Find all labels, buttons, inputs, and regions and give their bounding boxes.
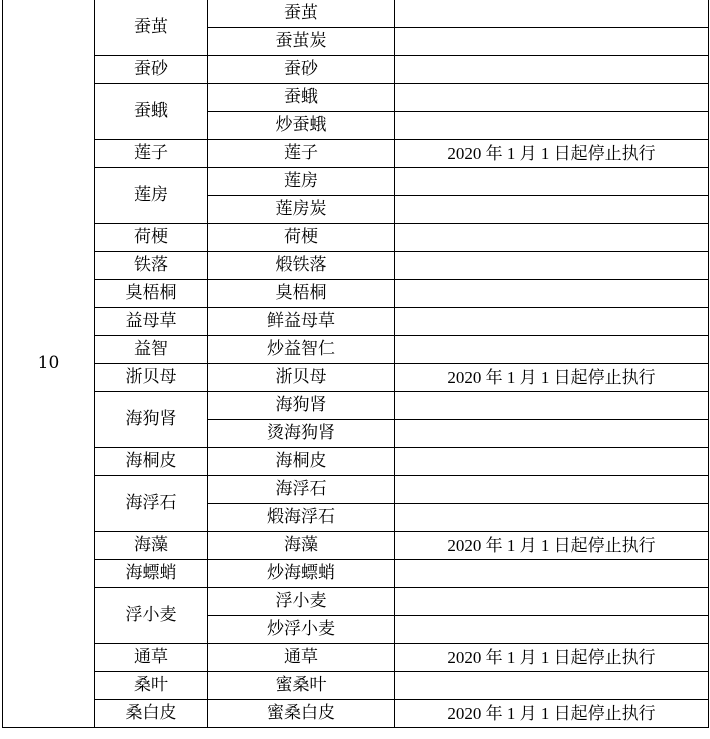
table-row: [3, 84, 709, 112]
table-row: [3, 252, 709, 280]
table-row: [3, 56, 709, 84]
table-row: [3, 280, 709, 308]
note-cell: [395, 196, 709, 224]
table-row: [3, 476, 709, 504]
herb-spec-cell: 海浮石: [208, 476, 395, 504]
note-cell: [395, 28, 709, 56]
herb-name-cell: 益智: [95, 336, 208, 364]
herb-name-cell: 蚕茧: [95, 0, 208, 56]
herb-spec-cell: 煅铁落: [208, 252, 395, 280]
table-row: [3, 140, 709, 168]
group-number-cell: 10: [3, 0, 95, 728]
herb-spec-cell: 浙贝母: [208, 364, 395, 392]
herb-name-cell: 莲子: [95, 140, 208, 168]
table-row: [3, 700, 709, 728]
herb-name-cell: 桑白皮: [95, 700, 208, 728]
herb-name-cell: 益母草: [95, 308, 208, 336]
herb-spec-cell: 炒蚕蛾: [208, 112, 395, 140]
table-row: [3, 224, 709, 252]
table-row: [3, 672, 709, 700]
herb-spec-cell: 海藻: [208, 532, 395, 560]
herb-name-cell: 海螵蛸: [95, 560, 208, 588]
note-cell: [395, 392, 709, 420]
herb-name-cell: 铁落: [95, 252, 208, 280]
note-cell: 2020 年 1 月 1 日起停止执行: [395, 140, 709, 168]
note-cell: [395, 504, 709, 532]
note-cell: [395, 0, 709, 28]
note-cell: [395, 616, 709, 644]
table-body: [3, 0, 709, 728]
herb-spec-cell: 海桐皮: [208, 448, 395, 476]
herb-name-cell: 通草: [95, 644, 208, 672]
herb-spec-cell: 蚕砂: [208, 56, 395, 84]
note-cell: [395, 420, 709, 448]
table-row: [3, 588, 709, 616]
note-cell: [395, 448, 709, 476]
herb-spec-cell: 臭梧桐: [208, 280, 395, 308]
herb-name-cell: 荷梗: [95, 224, 208, 252]
herb-spec-cell: 蚕茧炭: [208, 28, 395, 56]
herb-spec-cell: 蚕茧: [208, 0, 395, 28]
herb-spec-cell: 炒浮小麦: [208, 616, 395, 644]
herb-name-cell: 海浮石: [95, 476, 208, 532]
note-cell: [395, 672, 709, 700]
note-cell: [395, 280, 709, 308]
herb-name-cell: 蚕砂: [95, 56, 208, 84]
table-row: [3, 336, 709, 364]
table-row: [3, 392, 709, 420]
note-cell: [395, 476, 709, 504]
herb-name-cell: 浙贝母: [95, 364, 208, 392]
herb-spec-cell: 煅海浮石: [208, 504, 395, 532]
herb-spec-cell: 莲子: [208, 140, 395, 168]
table-row: [3, 448, 709, 476]
herb-name-cell: 莲房: [95, 168, 208, 224]
herb-spec-cell: 莲房: [208, 168, 395, 196]
herb-name-cell: 浮小麦: [95, 588, 208, 644]
note-cell: 2020 年 1 月 1 日起停止执行: [395, 364, 709, 392]
herb-name-cell: 蚕蛾: [95, 84, 208, 140]
table-row: [3, 644, 709, 672]
herb-table: [2, 0, 709, 728]
herb-spec-cell: 炒海螵蛸: [208, 560, 395, 588]
note-cell: 2020 年 1 月 1 日起停止执行: [395, 644, 709, 672]
herb-name-cell: 臭梧桐: [95, 280, 208, 308]
table-row: [3, 532, 709, 560]
herb-spec-cell: 荷梗: [208, 224, 395, 252]
table-row: [3, 364, 709, 392]
herb-name-cell: 海狗肾: [95, 392, 208, 448]
note-cell: [395, 588, 709, 616]
herb-name-cell: 桑叶: [95, 672, 208, 700]
note-cell: [395, 56, 709, 84]
note-cell: [395, 168, 709, 196]
herb-name-cell: 海藻: [95, 532, 208, 560]
note-cell: 2020 年 1 月 1 日起停止执行: [395, 532, 709, 560]
herb-spec-cell: 蜜桑叶: [208, 672, 395, 700]
herb-spec-cell: 海狗肾: [208, 392, 395, 420]
note-cell: [395, 308, 709, 336]
herb-spec-cell: 通草: [208, 644, 395, 672]
note-cell: [395, 112, 709, 140]
table-row: [3, 560, 709, 588]
note-cell: 2020 年 1 月 1 日起停止执行: [395, 700, 709, 728]
herb-spec-cell: 蜜桑白皮: [208, 700, 395, 728]
herb-spec-cell: 炒益智仁: [208, 336, 395, 364]
note-cell: [395, 84, 709, 112]
herb-spec-cell: 浮小麦: [208, 588, 395, 616]
herb-spec-cell: 烫海狗肾: [208, 420, 395, 448]
table-row: [3, 168, 709, 196]
note-cell: [395, 252, 709, 280]
herb-spec-cell: 鲜益母草: [208, 308, 395, 336]
note-cell: [395, 336, 709, 364]
herb-spec-cell: 蚕蛾: [208, 84, 395, 112]
table-row: [3, 308, 709, 336]
note-cell: [395, 560, 709, 588]
table-row: [3, 0, 709, 28]
herb-name-cell: 海桐皮: [95, 448, 208, 476]
note-cell: [395, 224, 709, 252]
herb-spec-cell: 莲房炭: [208, 196, 395, 224]
